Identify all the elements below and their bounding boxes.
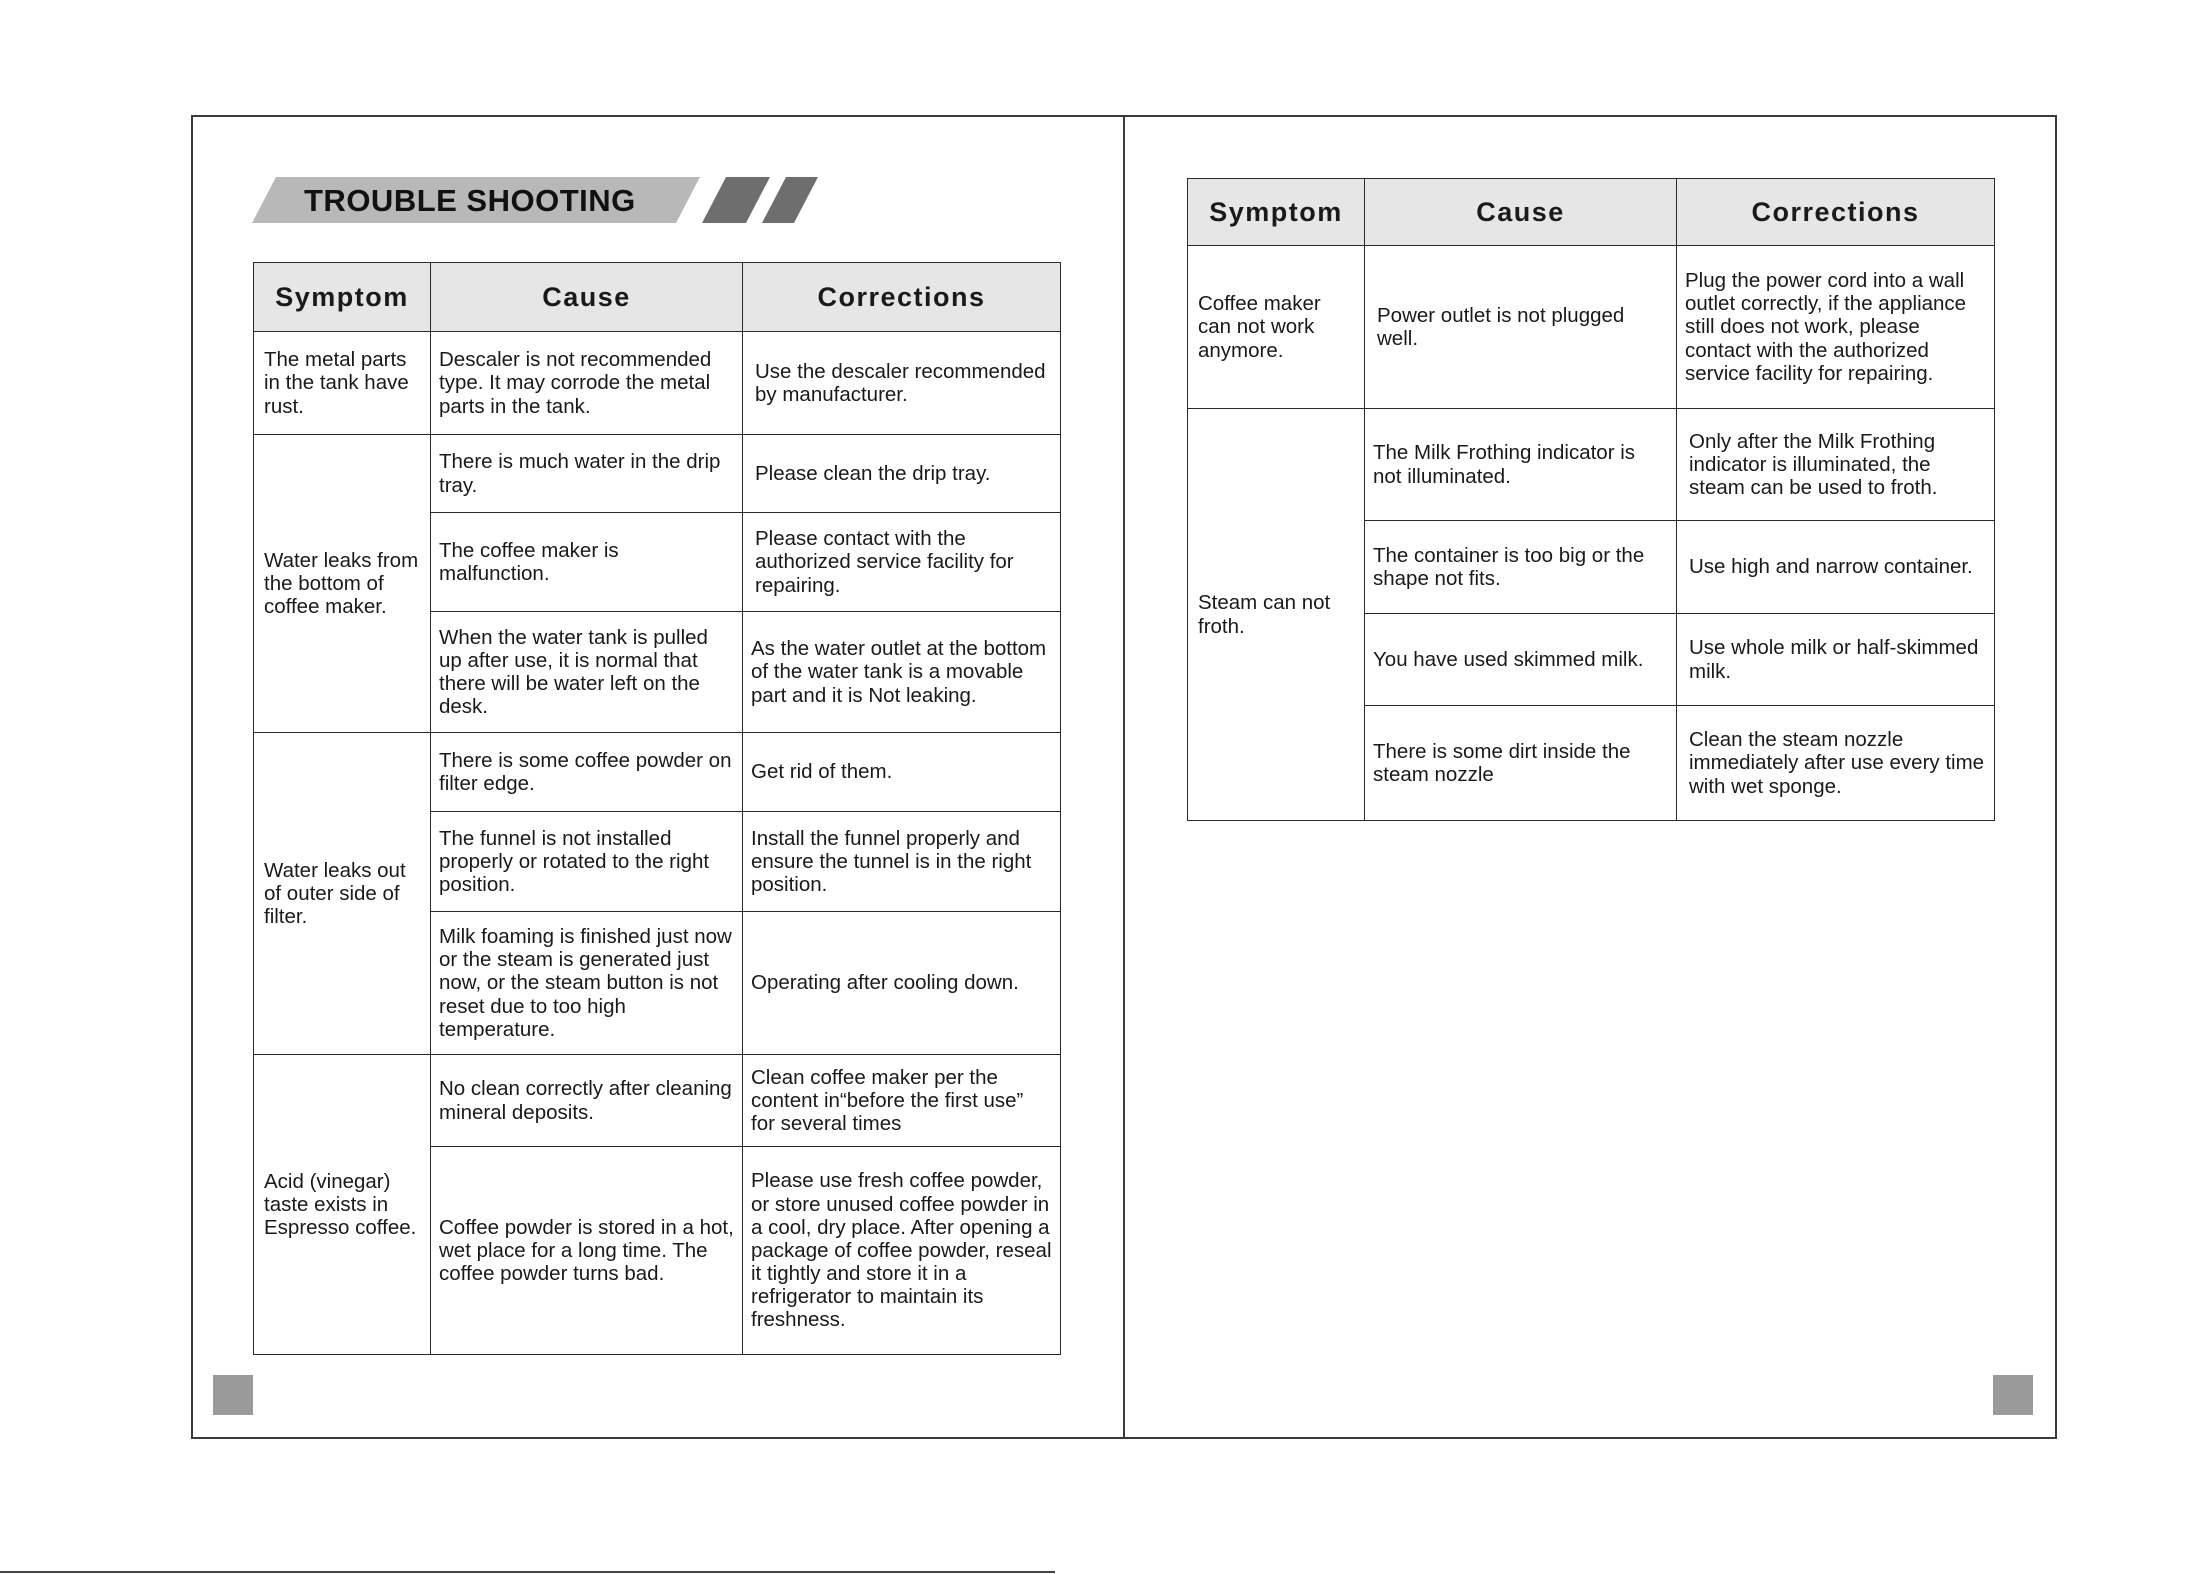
cause-cell: Coffee powder is stored in a hot, wet place for a long time. The coffee powder turns bad. [431, 1147, 743, 1355]
table-row [254, 332, 1061, 435]
table-row [1188, 409, 1995, 521]
header-symptom: Symptom [254, 263, 431, 332]
correction-cell: Please use fresh coffee powder, or store unused coffee powder in a cool, dry place. After opening a package of coffee powder, reseal it tightly and store it in a refrigerator to maintain its freshness. [743, 1147, 1061, 1355]
symptom-cell: Water leaks from the bottom of coffee maker. [254, 435, 431, 733]
header-symptom: Symptom [1188, 179, 1365, 246]
correction-cell: Use high and narrow container. [1677, 521, 1995, 614]
correction-cell: Use the descaler recommended by manufacturer. [743, 332, 1061, 435]
header-corrections: Corrections [743, 263, 1061, 332]
table-row [1188, 246, 1995, 409]
correction-cell: Install the funnel properly and ensure the tunnel is in the right position. [743, 812, 1061, 912]
correction-cell: Get rid of them. [743, 733, 1061, 812]
symptom-cell: Acid (vinegar) taste exists in Espresso coffee. [254, 1055, 431, 1355]
cause-cell: There is some coffee powder on filter edge. [431, 733, 743, 812]
cause-cell: There is much water in the drip tray. [431, 435, 743, 513]
correction-cell: Clean the steam nozzle immediately after use every time with wet sponge. [1677, 706, 1995, 821]
symptom-cell: The metal parts in the tank have rust. [254, 332, 431, 435]
troubleshooting-table-right [1187, 178, 1995, 821]
correction-cell: Use whole milk or half-skimmed milk. [1677, 614, 1995, 706]
cause-cell: There is some dirt inside the steam nozzle [1365, 706, 1677, 821]
banner-stripe-1 [702, 177, 770, 223]
page-title: TROUBLE SHOOTING [304, 183, 636, 218]
header-row [254, 263, 1061, 332]
correction-cell: Plug the power cord into a wall outlet correctly, if the appliance still does not work, please contact with the authorized service facility for repairing. [1677, 246, 1995, 409]
header-corrections: Corrections [1677, 179, 1995, 246]
page-spine-divider [1123, 115, 1125, 1439]
bottom-edge-line [0, 1571, 1055, 1573]
cause-cell: The container is too big or the shape not fits. [1365, 521, 1677, 614]
cause-cell: Descaler is not recommended type. It may corrode the metal parts in the tank. [431, 332, 743, 435]
table-row [254, 1055, 1061, 1147]
header-cause: Cause [431, 263, 743, 332]
header-cause: Cause [1365, 179, 1677, 246]
troubleshooting-table-left [253, 262, 1061, 1355]
cause-cell: The funnel is not installed properly or rotated to the right position. [431, 812, 743, 912]
cause-cell: Milk foaming is finished just now or the steam is generated just now, or the steam button is not reset due to too high temperature. [431, 912, 743, 1055]
banner-stripe-2 [762, 177, 818, 223]
correction-cell: As the water outlet at the bottom of the water tank is a movable part and it is Not leaking. [743, 612, 1061, 733]
table-row [254, 435, 1061, 513]
cause-cell: You have used skimmed milk. [1365, 614, 1677, 706]
header-row [1188, 179, 1995, 246]
cause-cell: The coffee maker is malfunction. [431, 513, 743, 612]
table-row [254, 733, 1061, 812]
correction-cell: Please contact with the authorized service facility for repairing. [743, 513, 1061, 612]
page-marker-right [1993, 1375, 2033, 1415]
correction-cell: Clean coffee maker per the content in“before the first use” for several times [743, 1055, 1061, 1147]
cause-cell: Power outlet is not plugged well. [1365, 246, 1677, 409]
symptom-cell: Steam can not froth. [1188, 409, 1365, 821]
cause-cell: No clean correctly after cleaning mineral deposits. [431, 1055, 743, 1147]
cause-cell: When the water tank is pulled up after use, it is normal that there will be water left on the desk. [431, 612, 743, 733]
section-banner [252, 177, 822, 225]
symptom-cell: Water leaks out of outer side of filter. [254, 733, 431, 1055]
symptom-cell: Coffee maker can not work anymore. [1188, 246, 1365, 409]
correction-cell: Operating after cooling down. [743, 912, 1061, 1055]
cause-cell: The Milk Frothing indicator is not illuminated. [1365, 409, 1677, 521]
correction-cell: Please clean the drip tray. [743, 435, 1061, 513]
page-marker-left [213, 1375, 253, 1415]
correction-cell: Only after the Milk Frothing indicator is illuminated, the steam can be used to froth. [1677, 409, 1995, 521]
